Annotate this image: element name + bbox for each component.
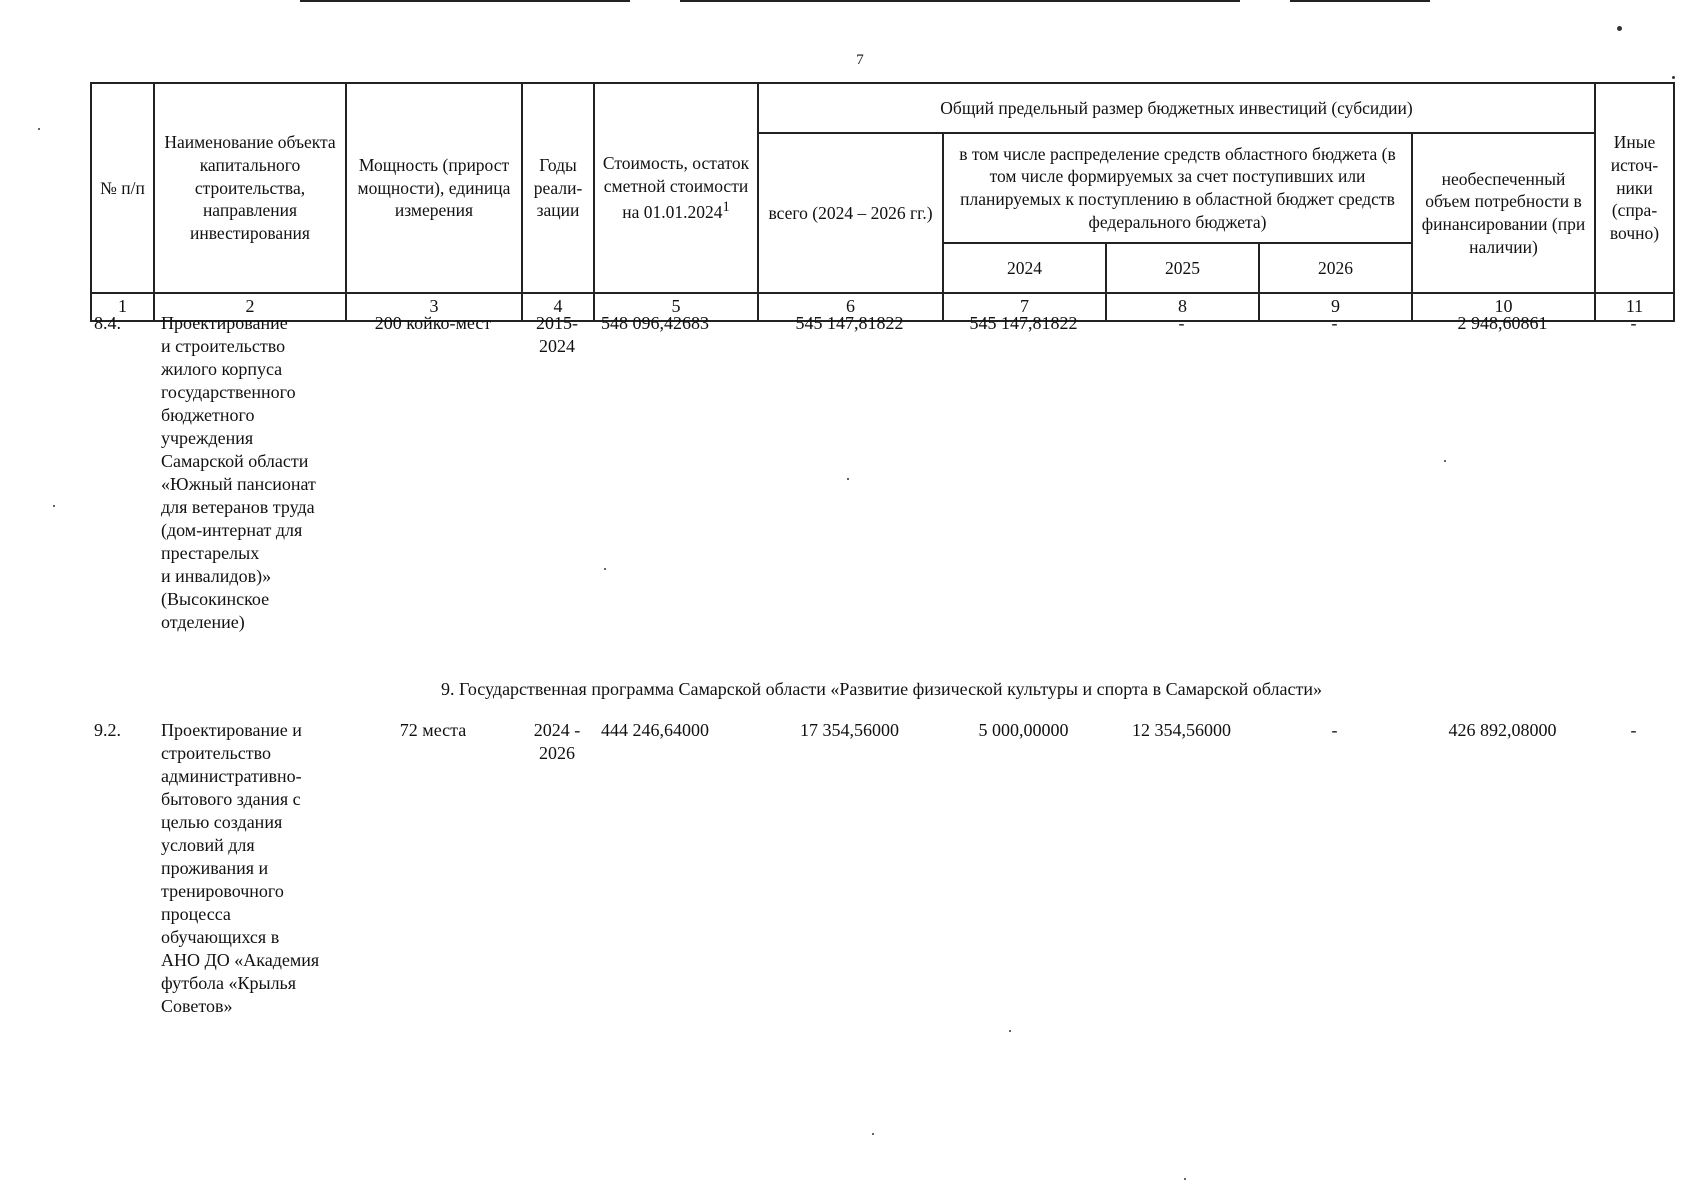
name-line: престарелых xyxy=(161,543,260,563)
name-line: обучающихся в xyxy=(161,927,280,947)
name-line: жилого корпуса xyxy=(161,359,283,379)
column-number: 1 xyxy=(91,293,154,321)
name-line: «Южный пансионат xyxy=(161,474,316,494)
name-line: Проектирование xyxy=(161,313,288,333)
name-line: строительство xyxy=(161,743,271,763)
name-line: (Высокинское xyxy=(161,589,270,609)
name-line: тренировочного xyxy=(161,881,284,901)
name-line: (дом-интернат для xyxy=(161,520,303,540)
scan-speck xyxy=(1184,1178,1186,1180)
header-year-2024: 2024 xyxy=(943,243,1106,293)
name-line: государственного xyxy=(161,382,296,402)
row-number: 9.2. xyxy=(94,720,121,740)
header-other-sources: Иные источ-ники (спра-вочно) xyxy=(1595,83,1674,293)
top-rule xyxy=(1290,0,1430,2)
years-start: 2015- xyxy=(536,313,578,333)
column-number: 7 xyxy=(943,293,1106,321)
header-total-investment: Общий предельный размер бюджетных инвестиций (субсидии) xyxy=(758,83,1595,133)
column-number: 8 xyxy=(1106,293,1259,321)
header-all-years: всего (2024 – 2026 гг.) xyxy=(758,133,943,293)
table-row xyxy=(90,717,1673,1020)
header-object-name: Наименование объекта капитального строительства, направления инвестирования xyxy=(154,83,346,293)
total-value: 545 147,81822 xyxy=(795,313,904,333)
unfunded-value: 2 948,60861 xyxy=(1457,313,1548,333)
name-line: Советов» xyxy=(161,996,233,1016)
column-number: 5 xyxy=(594,293,758,321)
name-line: Проектирование и xyxy=(161,720,302,740)
scan-speck xyxy=(1009,1030,1011,1032)
column-number: 9 xyxy=(1259,293,1412,321)
other-sources-value: - xyxy=(1630,313,1637,333)
scan-speck xyxy=(1672,76,1675,79)
years-end: 2026 xyxy=(539,743,575,763)
name-line: условий для xyxy=(161,835,255,855)
value-2024: 545 147,81822 xyxy=(969,313,1078,333)
name-line: административно- xyxy=(161,766,302,786)
scan-speck xyxy=(53,505,55,507)
value-2026: - xyxy=(1331,720,1338,740)
section-row xyxy=(90,672,1673,717)
name-line: учреждения xyxy=(161,428,254,448)
column-number: 3 xyxy=(346,293,522,321)
header-capacity: Мощность (прирост мощности), единица измерения xyxy=(346,83,522,293)
header-regional-budget: в том числе распределение средств областного бюджета (в том числе формируемых за счет поступивших или планируемых к поступлению в областной бюджет средств федерального бюджета) xyxy=(943,133,1412,243)
capacity: 200 койко-мест xyxy=(374,313,492,333)
value-2025: - xyxy=(1178,313,1185,333)
name-line: бюджетного xyxy=(161,405,255,425)
name-line: проживания и xyxy=(161,858,269,878)
years-start: 2024 - xyxy=(533,720,581,740)
section-title: 9. Государственная программа Самарской области «Развитие физической культуры и спорта в Самарской области» xyxy=(441,679,1322,699)
table-row xyxy=(90,310,1673,636)
value-2026: - xyxy=(1331,313,1338,333)
column-number: 2 xyxy=(154,293,346,321)
header-years: Годы реали-зации xyxy=(522,83,594,293)
header-year-2025: 2025 xyxy=(1106,243,1259,293)
column-number: 6 xyxy=(758,293,943,321)
investment-table-body xyxy=(90,310,1673,1020)
name-line: Самарской области xyxy=(161,451,309,471)
cost-value: 548 096,42683 xyxy=(601,313,709,333)
scan-speck xyxy=(38,128,40,130)
object-name xyxy=(153,717,345,1020)
years xyxy=(521,310,593,636)
name-line: процесса xyxy=(161,904,231,924)
header-year-2026: 2026 xyxy=(1259,243,1412,293)
unfunded-value: 426 892,08000 xyxy=(1448,720,1557,740)
page-number: 7 xyxy=(856,52,864,68)
scan-speck xyxy=(1617,26,1622,31)
top-rule xyxy=(680,0,1240,2)
years xyxy=(521,717,593,1020)
top-rule xyxy=(300,0,630,2)
name-line: целью создания xyxy=(161,812,283,832)
header-unfunded: необеспеченный объем потребности в финансировании (при наличии) xyxy=(1412,133,1595,293)
name-line: и инвалидов)» xyxy=(161,566,272,586)
value-2025: 12 354,56000 xyxy=(1132,720,1231,740)
name-line: отделение) xyxy=(161,612,245,632)
name-line: АНО ДО «Академия xyxy=(161,950,320,970)
other-sources-value: - xyxy=(1630,720,1637,740)
investment-table-header xyxy=(90,82,1675,322)
column-number: 11 xyxy=(1595,293,1674,321)
total-value: 17 354,56000 xyxy=(800,720,899,740)
scan-speck xyxy=(872,1133,874,1135)
column-number: 4 xyxy=(522,293,594,321)
column-number: 10 xyxy=(1412,293,1595,321)
name-line: футбола «Крылья xyxy=(161,973,297,993)
name-line: бытового здания с xyxy=(161,789,301,809)
capacity: 72 места xyxy=(399,720,467,740)
object-name xyxy=(153,310,345,636)
cost-value: 444 246,64000 xyxy=(601,720,709,740)
years-end: 2024 xyxy=(539,336,575,356)
name-line: и строительство xyxy=(161,336,286,356)
value-2024: 5 000,00000 xyxy=(978,720,1069,740)
row-number: 8.4. xyxy=(94,313,121,333)
header-cost-text: Стоимость, остаток сметной стоимости на 01.01.2024 xyxy=(602,153,750,222)
header-cost xyxy=(594,83,758,293)
header-cost-footnote: 1 xyxy=(722,198,730,215)
header-num: № п/п xyxy=(91,83,154,293)
name-line: для ветеранов труда xyxy=(161,497,315,517)
